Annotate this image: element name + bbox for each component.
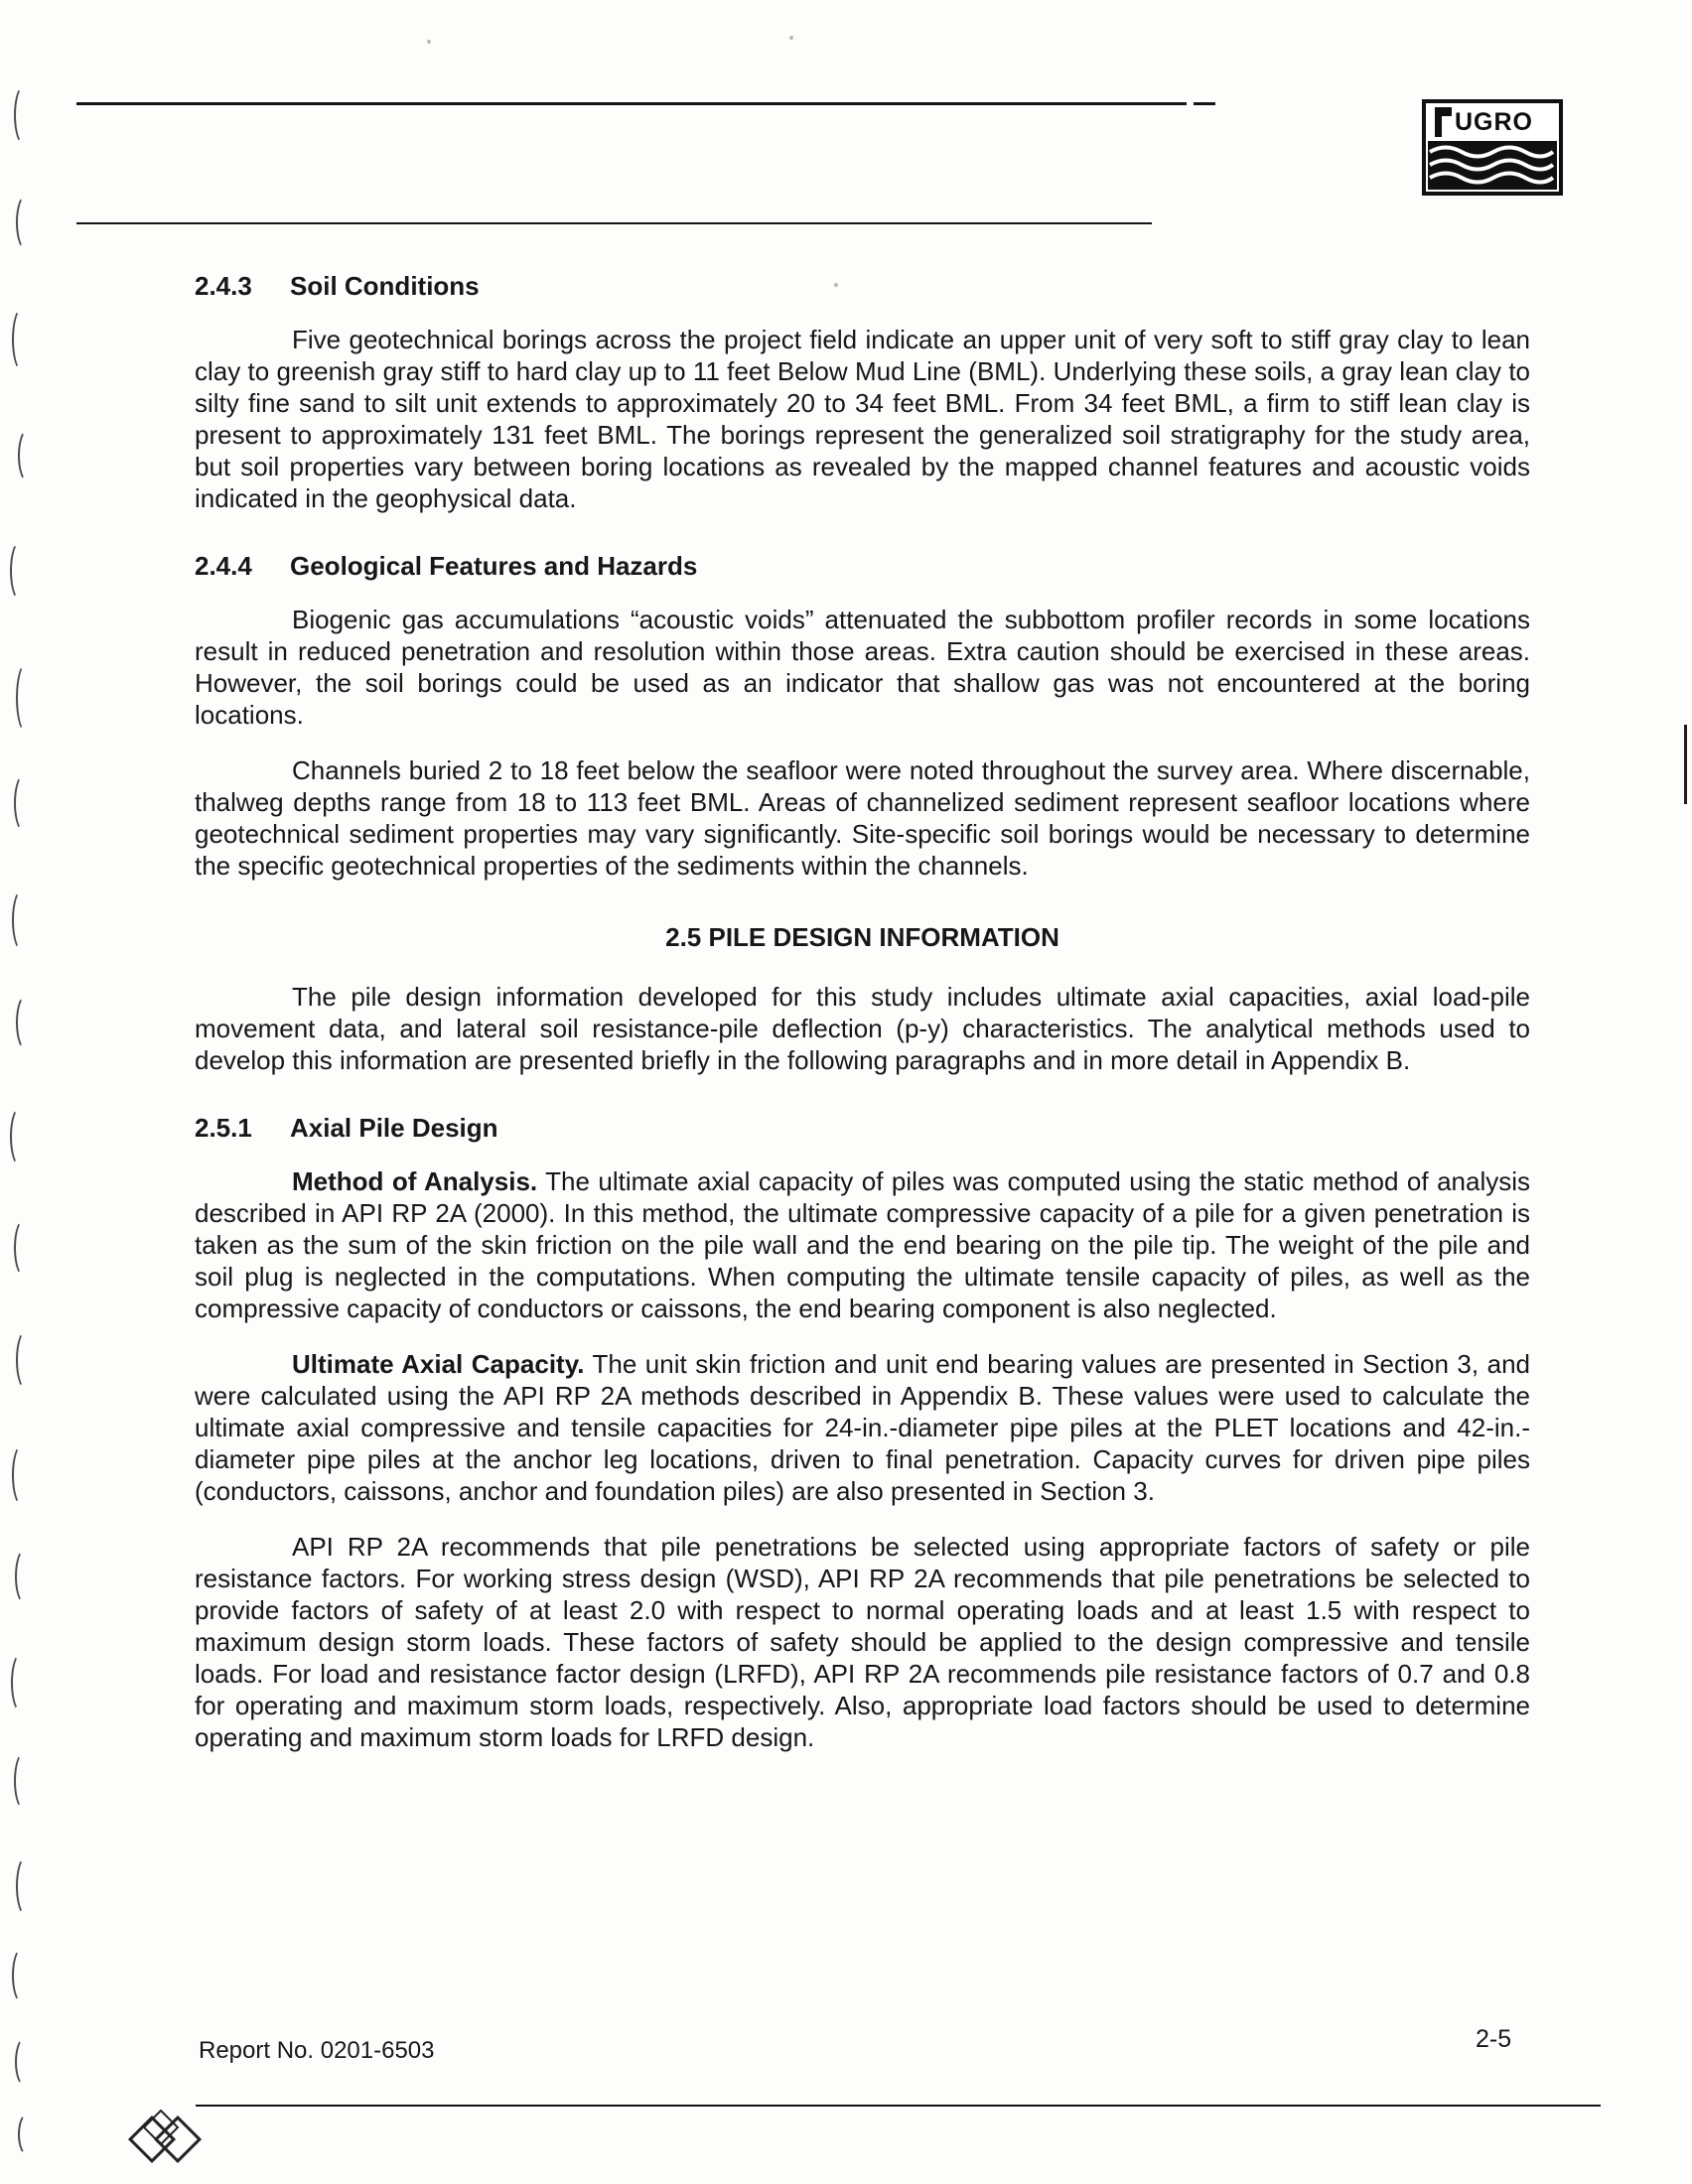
scan-artifact	[16, 995, 36, 1050]
section-number: 2.4.4	[195, 551, 252, 581]
top-rule-dash	[1194, 102, 1215, 105]
logo-wordmark: UGRO	[1455, 108, 1533, 136]
scan-artifact	[11, 1653, 31, 1712]
scan-artifact	[16, 1330, 36, 1390]
paragraph-lead-ultimate: Ultimate Axial Capacity.	[292, 1349, 585, 1379]
scan-artifact	[12, 1444, 32, 1506]
scan-artifact	[15, 1549, 35, 1604]
document-content	[195, 270, 1530, 1777]
scan-speck	[427, 40, 431, 44]
section-title: Geological Features and Hazards	[290, 551, 698, 581]
paragraph-text-ultimate: The unit skin friction and unit end bearing values are presented in Section 3, and were calculated using the API RP 2A methods described in Appendix B. These values were used to calculate the ultimate axial compressive and tensile capacities for 24-in.-diameter pipe piles at the PLET locations and 42-in.-diameter pipe piles at the anchor leg locations, driven to final penetration. Capacity curves for driven pipe piles (conductors, caissons, anchor and foundation piles) are also presented in Section 3.	[195, 1349, 1530, 1506]
scan-artifact	[18, 429, 38, 482]
scan-artifact	[12, 308, 32, 371]
scan-artifact	[12, 889, 32, 951]
section-number: 2.4.3	[195, 271, 252, 301]
scan-artifact	[18, 2113, 38, 2156]
top-rule	[76, 102, 1187, 105]
bottom-rule	[196, 2105, 1601, 2107]
paragraph-buried-channels: Channels buried 2 to 18 feet below the seafloor were noted throughout the survey area. Where discernable, thalweg depths range from 18 to 113 feet BML. Areas of channelized sediment represent seafloor locations where geotechnical sediment properties may vary significantly. Site-specific soil borings would be necessary to determine the specific geotechnical properties of the sediments within the channels.	[195, 755, 1530, 881]
paragraph-soil-conditions: Five geotechnical borings across the project field indicate an upper unit of very soft to stiff gray clay to lean clay to greenish gray stiff to hard clay up to 11 feet Below Mud Line (BML). Underlying these soils, a gray lean clay to silty fine sand to silt unit extends to approximately 20 to 34 feet BML. From 34 feet BML, a firm to stiff lean clay is present to approximately 131 feet BML. The borings represent the generalized soil stratigraphy for the study area, but soil properties vary between boring locations as revealed by the mapped channel features and acoustic voids indicated in the geophysical data.	[195, 325, 1530, 513]
section-heading-251	[195, 1112, 1530, 1144]
scan-artifact	[14, 1752, 34, 1810]
paragraph-method-of-analysis	[195, 1165, 1530, 1324]
fugro-logo	[1422, 99, 1563, 196]
paragraph-lead-method: Method of Analysis.	[292, 1166, 538, 1196]
footer-report-number: Report No. 0201-6503	[199, 2037, 435, 2064]
fugro-logo-graphic	[1422, 99, 1563, 196]
section-heading-243	[195, 270, 1530, 302]
scan-artifact	[10, 1107, 30, 1166]
header-rule	[76, 222, 1152, 224]
scan-artifact	[16, 663, 36, 733]
scan-speck	[789, 36, 793, 40]
paragraph-ultimate-axial-capacity	[195, 1348, 1530, 1507]
paragraph-pile-design-intro: The pile design information developed for this study includes ultimate axial capacities, axial load-pile movement data, and lateral soil resistance-pile deflection (p-y) characteristics. The analytical methods used to develop this information are presented briefly in the following paragraphs and in more detail in Appendix B.	[195, 982, 1530, 1075]
recycle-icon	[131, 2113, 214, 2170]
paragraph-api-rp-2a-factors: API RP 2A recommends that pile penetrations be selected using appropriate factors of safety or pile resistance factors. For working stress design (WSD), API RP 2A recommends that pile penetrations be selected to provide factors of safety of at least 2.0 with respect to normal operating loads and at least 1.5 with respect to maximum design storm loads. These factors of safety should be applied to the design compressive and tensile loads. For load and resistance factor design (LRFD), API RP 2A recommends pile resistance factors of 0.7 and 0.8 for operating and maximum storm loads, respectively. Also, appropriate load factors should be used to determine operating and maximum storm loads for LRFD design.	[195, 1532, 1530, 1752]
section-heading-244	[195, 550, 1530, 582]
scan-artifact	[14, 85, 34, 145]
logo-f-flag	[1435, 107, 1452, 116]
scan-artifact	[14, 774, 34, 832]
scan-artifact-right-line	[1684, 725, 1687, 804]
scan-artifact	[16, 195, 36, 250]
scan-artifact	[15, 2037, 35, 2087]
section-title: Axial Pile Design	[290, 1113, 498, 1143]
scan-artifact	[10, 541, 30, 601]
section-title: Soil Conditions	[290, 271, 480, 301]
section-heading-25: 2.5 PILE DESIGN INFORMATION	[665, 922, 1059, 952]
paragraph-text-method: The ultimate axial capacity of piles was computed using the static method of analysis described in API RP 2A (2000). In this method, the ultimate compressive capacity of a pile for a given penetration is taken as the sum of the skin friction on the pile wall and the end bearing on the pile tip. The weight of the pile and soil plug is neglected in the computations. When computing the ultimate tensile capacity of piles, as well as the compressive capacity of conductors or caissons, the end bearing component is also neglected.	[195, 1166, 1530, 1323]
scan-artifact	[12, 1948, 32, 2003]
scan-artifact	[16, 1856, 36, 1916]
scan-speck	[834, 283, 838, 287]
paragraph-biogenic-gas: Biogenic gas accumulations “acoustic voids” attenuated the subbottom profiler records in some locations result in reduced penetration and resolution within those areas. Extra caution should be exercised in these areas. However, the soil borings could be used as an indicator that shallow gas was not encountered at the boring locations.	[195, 605, 1530, 730]
section-number: 2.5.1	[195, 1113, 252, 1143]
scan-artifact	[14, 1219, 34, 1277]
footer-page-number: 2-5	[1476, 2025, 1512, 2053]
